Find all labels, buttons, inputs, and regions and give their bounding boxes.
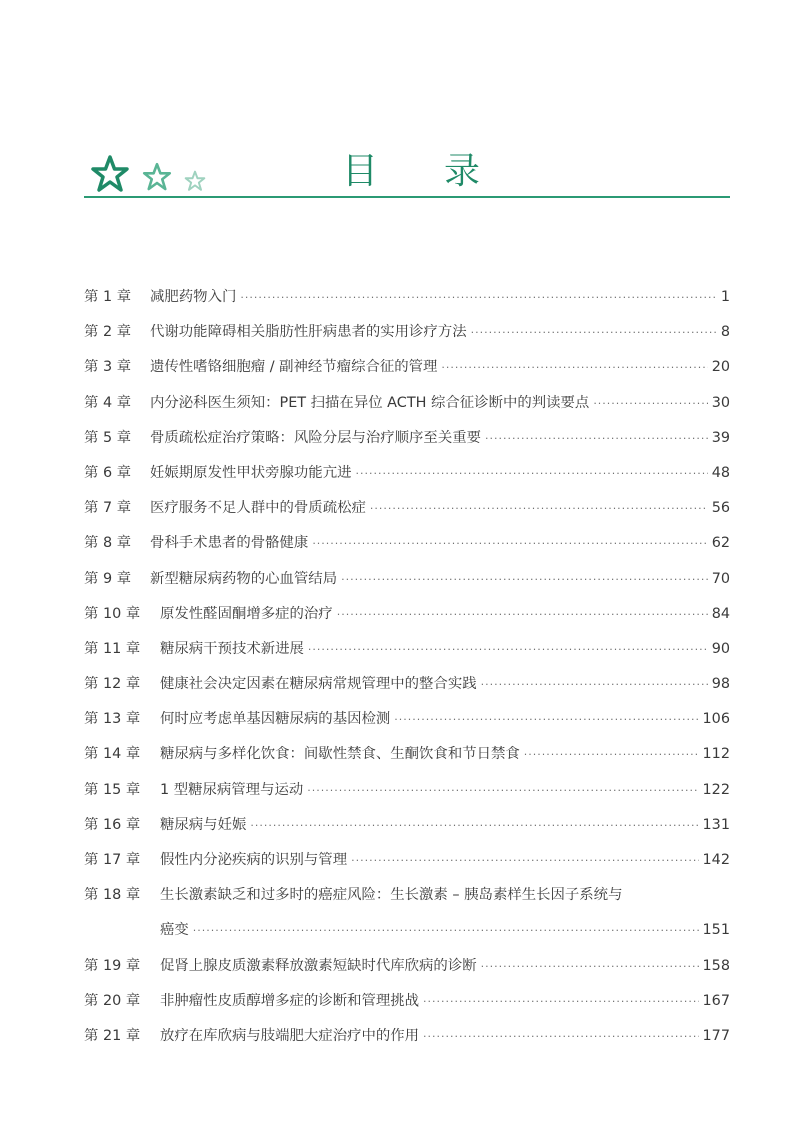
toc-entry[interactable] xyxy=(84,421,730,456)
toc-entry[interactable] xyxy=(84,984,730,1019)
leader-dots xyxy=(307,773,698,808)
chapter-title: 骨科手术患者的骨骼健康 xyxy=(150,535,309,552)
leader-dots xyxy=(341,562,708,597)
chapter-number: 第 4 章 xyxy=(84,394,132,411)
chapter-number: 第 10 章 xyxy=(84,605,141,622)
page-number: 131 xyxy=(702,816,730,833)
leader-dots xyxy=(485,421,708,456)
chapter-number: 第 16 章 xyxy=(84,816,141,833)
toc-entry[interactable] xyxy=(84,702,730,737)
leader-dots xyxy=(441,350,707,385)
chapter-title: 糖尿病与多样化饮食：间歇性禁食、生酮饮食和节日禁食 xyxy=(160,746,520,763)
chapter-title: 假性内分泌疾病的识别与管理 xyxy=(160,852,348,868)
star-outline-medium-icon xyxy=(142,162,172,192)
chapter-number: 第 18 章 xyxy=(84,887,141,904)
chapter-title: 1 型糖尿病管理与运动 xyxy=(160,781,304,798)
leader-dots xyxy=(337,597,708,632)
header-divider xyxy=(84,196,730,198)
toc-entry[interactable] xyxy=(84,456,730,491)
page-number: 1 xyxy=(720,289,730,305)
chapter-title: 妊娠期原发性甲状旁腺功能亢进 xyxy=(150,464,352,481)
page-number: 39 xyxy=(711,429,730,446)
page-number: 158 xyxy=(702,957,730,974)
chapter-number: 第 21 章 xyxy=(84,1027,141,1044)
chapter-title: 新型糖尿病药物的心血管结局 xyxy=(150,570,338,587)
table-of-contents xyxy=(84,280,730,1054)
star-outline-small-icon xyxy=(184,170,206,192)
page-title: 目录 xyxy=(342,151,547,192)
chapter-title-continued: 癌变 xyxy=(160,922,189,939)
chapter-title: 内分泌科医生须知：PET 扫描在异位 ACTH 综合征诊断中的判读要点 xyxy=(150,394,590,411)
page-number: 84 xyxy=(711,605,730,622)
leader-dots xyxy=(250,808,698,843)
chapter-title: 骨质疏松症治疗策略：风险分层与治疗顺序至关重要 xyxy=(150,429,481,446)
chapter-title: 减肥药物入门 xyxy=(150,289,237,305)
chapter-title: 非肿瘤性皮质醇增多症的诊断和管理挑战 xyxy=(160,992,420,1009)
leader-dots xyxy=(355,456,707,491)
toc-entry[interactable] xyxy=(84,737,730,772)
toc-entry[interactable] xyxy=(84,315,730,350)
chapter-title: 糖尿病与妊娠 xyxy=(160,816,247,833)
chapter-number: 第 17 章 xyxy=(84,852,141,868)
chapter-title: 原发性醛固酮增多症的治疗 xyxy=(160,605,333,622)
leader-dots xyxy=(308,632,708,667)
toc-entry[interactable] xyxy=(84,526,730,561)
leader-dots xyxy=(423,984,698,1019)
leader-dots xyxy=(471,315,717,350)
toc-entry[interactable] xyxy=(84,562,730,597)
page-number: 30 xyxy=(711,394,730,411)
page-number: 20 xyxy=(711,359,730,376)
toc-entry[interactable] xyxy=(84,1019,730,1054)
chapter-number: 第 3 章 xyxy=(84,359,132,376)
chapter-title: 何时应考虑单基因糖尿病的基因检测 xyxy=(160,711,391,728)
toc-entry[interactable] xyxy=(84,878,730,913)
leader-dots xyxy=(481,667,708,702)
toc-entry-continuation[interactable] xyxy=(84,913,730,948)
page-number: 151 xyxy=(702,922,730,939)
leader-dots xyxy=(312,526,707,561)
toc-entry[interactable] xyxy=(84,667,730,702)
chapter-number: 第 7 章 xyxy=(84,500,132,517)
chapter-number: 第 5 章 xyxy=(84,429,132,446)
page-number: 112 xyxy=(702,746,730,763)
chapter-number: 第 1 章 xyxy=(84,289,132,305)
chapter-number: 第 20 章 xyxy=(84,992,141,1009)
page-number: 122 xyxy=(702,781,730,798)
page-number: 142 xyxy=(702,852,730,868)
leader-dots xyxy=(423,1019,698,1054)
chapter-title: 放疗在库欣病与肢端肥大症治疗中的作用 xyxy=(160,1027,420,1044)
toc-entry[interactable] xyxy=(84,843,730,878)
toc-entry[interactable] xyxy=(84,280,730,315)
toc-entry[interactable] xyxy=(84,491,730,526)
page-number: 98 xyxy=(711,676,730,693)
page-number: 90 xyxy=(711,640,730,657)
page-number: 48 xyxy=(711,464,730,481)
chapter-number: 第 15 章 xyxy=(84,781,141,798)
toc-entry[interactable] xyxy=(84,632,730,667)
page-number: 106 xyxy=(702,711,730,728)
chapter-title: 糖尿病干预技术新进展 xyxy=(160,640,304,657)
chapter-title: 生长激素缺乏和过多时的癌症风险：生长激素 – 胰岛素样生长因子系统与 xyxy=(160,887,623,904)
page-number: 8 xyxy=(720,324,730,341)
chapter-number: 第 14 章 xyxy=(84,746,141,763)
chapter-number: 第 8 章 xyxy=(84,535,132,552)
chapter-title: 遗传性嗜铬细胞瘤 / 副神经节瘤综合征的管理 xyxy=(150,359,438,376)
page-number: 70 xyxy=(711,570,730,587)
toc-entry[interactable] xyxy=(84,949,730,984)
toc-entry[interactable] xyxy=(84,773,730,808)
page-number: 167 xyxy=(702,992,730,1009)
chapter-number: 第 13 章 xyxy=(84,711,141,728)
leader-dots xyxy=(524,737,699,772)
leader-dots xyxy=(481,949,699,984)
chapter-title: 代谢功能障碍相关脂肪性肝病患者的实用诊疗方法 xyxy=(150,324,467,341)
chapter-number: 第 6 章 xyxy=(84,464,132,481)
leader-dots xyxy=(240,280,716,315)
page-number: 177 xyxy=(702,1027,730,1044)
chapter-number: 第 11 章 xyxy=(84,640,141,657)
toc-entry[interactable] xyxy=(84,597,730,632)
chapter-number: 第 19 章 xyxy=(84,957,141,974)
toc-entry[interactable] xyxy=(84,350,730,385)
star-outline-large-icon xyxy=(90,154,130,194)
chapter-title: 医疗服务不足人群中的骨质疏松症 xyxy=(150,500,366,517)
chapter-title: 健康社会决定因素在糖尿病常规管理中的整合实践 xyxy=(160,676,477,693)
chapter-number: 第 2 章 xyxy=(84,324,132,341)
toc-entry[interactable] xyxy=(84,386,730,421)
chapter-number: 第 9 章 xyxy=(84,570,132,587)
leader-dots xyxy=(593,386,707,421)
toc-entry[interactable] xyxy=(84,808,730,843)
leader-dots xyxy=(394,702,698,737)
chapter-number: 第 12 章 xyxy=(84,676,141,693)
leader-dots xyxy=(351,843,698,878)
toc-header xyxy=(84,148,730,200)
page-number: 56 xyxy=(711,500,730,517)
page-number: 62 xyxy=(711,535,730,552)
leader-dots xyxy=(370,491,708,526)
leader-dots xyxy=(193,913,699,948)
chapter-title: 促肾上腺皮质激素释放激素短缺时代库欣病的诊断 xyxy=(160,957,477,974)
